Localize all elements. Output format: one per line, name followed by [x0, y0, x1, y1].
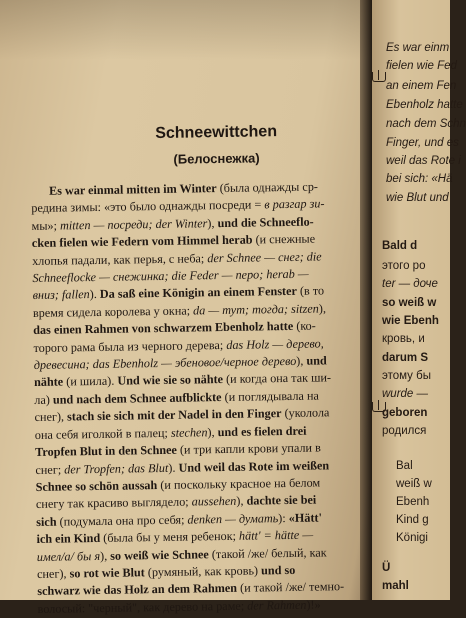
german-text: «Hätt'	[288, 510, 323, 525]
translation-text: (и шила).	[63, 374, 118, 389]
translation-text: ),	[99, 548, 111, 563]
gloss-text: der Schnee — снег; die	[207, 249, 322, 265]
german-text: so weiß wie Schnee	[110, 546, 209, 563]
right-page-line: родился	[382, 425, 427, 437]
right-page-line: nach dem Schn	[386, 118, 466, 130]
translation-text: ),	[318, 301, 327, 316]
right-page-line: wie Ebenh	[382, 315, 439, 327]
translation-text: снег),	[36, 566, 70, 581]
right-page-line: Bal	[396, 460, 413, 472]
gloss-text: das Holz — дерево,	[226, 336, 324, 352]
right-page-line: Es war einm	[386, 42, 450, 54]
right-page-line: wie Blut und	[386, 192, 449, 204]
gloss-text: der Tropfen; das Blut	[64, 460, 169, 477]
right-page-line: Kind g	[396, 514, 429, 526]
german-text: Es war einmal mitten im Winter	[48, 181, 217, 198]
german-text: Und wie sie so nähte	[117, 372, 224, 389]
translation-text: (и три капли крови упали в	[176, 440, 321, 457]
right-page-line: Ü	[382, 562, 391, 574]
story-text-block	[30, 120, 370, 618]
german-text: Da saß eine Königin an einem Fenster	[99, 284, 297, 302]
translation-text: ла)	[34, 392, 54, 407]
german-text: und	[306, 353, 327, 368]
gloss-text: stechen	[170, 424, 208, 440]
right-page-line: Ebenh	[396, 496, 430, 508]
right-page-line: an einem Fen	[386, 80, 457, 92]
german-text: schwarz wie das Holz an dem Rahmen	[37, 581, 238, 599]
gloss-text: denken — думать	[187, 510, 279, 527]
german-text: ich ein Kind	[36, 531, 101, 547]
translation-text: (и когда она так ши-	[222, 370, 332, 387]
gloss-text: der Rahmen	[247, 597, 307, 613]
translation-text: ).	[89, 287, 100, 302]
german-text: dachte sie bei	[246, 492, 317, 508]
gloss-text: имел/а/ бы я	[36, 548, 101, 564]
translation-text: (румяный, как кровь)	[144, 563, 262, 580]
right-page-line: Königi	[396, 532, 428, 544]
german-text: nähte	[33, 374, 64, 390]
translation-text: (и поглядывала на	[221, 388, 319, 404]
translation-text: ),	[207, 424, 218, 439]
right-page-line: этого ро	[382, 260, 426, 272]
translation-text: ):	[278, 510, 289, 525]
translation-text: (уколола	[281, 405, 330, 421]
right-page-line: darum S	[382, 352, 429, 364]
translation-text: (была бы у меня ребенок;	[100, 528, 240, 546]
right-page-line: Finger, und es	[386, 137, 459, 149]
story-subtitle: (Белоснежка)	[173, 150, 260, 167]
book-icon	[372, 402, 386, 412]
gloss-text: hätt' = hätte —	[238, 527, 314, 543]
translation-text: (и снежные	[252, 231, 316, 247]
gloss-text: da — тут; тогда; sitzen	[193, 301, 319, 318]
translation-text: (ко-	[293, 318, 316, 334]
german-text: Und weil das Rote im weißen	[178, 457, 330, 475]
right-page-line: Ebenholz hatte	[386, 99, 463, 111]
translation-text: снег;	[35, 462, 65, 477]
page-shadow	[0, 0, 372, 60]
gloss-text: в разгар зи-	[264, 196, 325, 212]
german-text: Schnee so schön aussah	[35, 477, 158, 494]
translation-text: (подумала она про себя;	[56, 512, 188, 529]
gloss-text: вниз; fallen	[32, 287, 90, 303]
right-page-line: кровь, и	[382, 333, 425, 345]
right-page-line: fielen wie Fed	[386, 60, 457, 72]
german-text: das einen Rahmen von schwarzem Ebenholz hatte	[33, 319, 294, 338]
translation-text: (в то	[296, 283, 325, 299]
translation-text: ).	[168, 460, 179, 475]
german-text: sich	[36, 514, 57, 529]
translation-text: она себя иголкой в палец;	[34, 425, 172, 442]
translation-text: снег),	[34, 409, 68, 425]
right-page-line: wurde —	[382, 388, 429, 400]
right-page-line: geboren	[382, 407, 428, 419]
right-page	[372, 0, 466, 600]
translation-text: время сидела королева у окна;	[32, 303, 194, 320]
german-text: Tropfen Blut in den Schnee	[35, 442, 177, 460]
gloss-text: aussehen	[191, 494, 237, 509]
translation-text: торого рама была из черного дерева;	[33, 337, 227, 355]
gloss-text: mitten — посреди; der Winter	[59, 216, 208, 233]
german-text: und es fielen drei	[217, 423, 307, 439]
german-text: cken fielen wie Federn vom Himmel herab	[31, 232, 253, 251]
translation-text: мы»;	[31, 218, 61, 233]
translation-text: (была однажды ср-	[216, 179, 319, 196]
translation-text: (и такой /же/ темно-	[236, 579, 345, 596]
story-title: Schneewittchen	[155, 123, 278, 143]
right-page-line: ter — доче	[382, 278, 438, 290]
translation-text: ),	[296, 353, 307, 368]
translation-text: (такой /же/ белый, как	[208, 544, 327, 561]
right-page-line: mahl	[382, 580, 409, 592]
right-page-line: so weiß w	[382, 297, 437, 309]
book-icon	[372, 72, 386, 82]
german-text: und nach dem Schnee aufblickte	[52, 389, 222, 407]
right-page-line: этому бы	[382, 370, 431, 382]
right-page-line: weil das Rote i	[386, 155, 461, 167]
german-text: so rot wie Blut	[69, 565, 145, 581]
translation-text: волосый: "черный", как дерево на раме;	[37, 598, 248, 616]
translation-text: (и поскольку красное на белом	[157, 475, 321, 492]
story-paragraph	[31, 178, 370, 618]
gloss-text: Schneeflocke — снежинка; die Feder — перо; herab —	[32, 266, 309, 286]
translation-text: снегу так красиво выглядело;	[35, 494, 192, 512]
translation-text: хлопья падали, как перья, с неба;	[32, 250, 208, 268]
translation-text: редина зимы: «это было однажды посреди =	[31, 197, 265, 216]
right-page-line: bei sich: «Hä	[386, 173, 453, 185]
german-text: und so	[260, 562, 296, 578]
translation-text: ),	[236, 493, 247, 509]
german-text: und die Schneeflo-	[217, 214, 314, 230]
right-page-line: Bald d	[382, 240, 418, 252]
translation-text: ),	[207, 215, 218, 231]
right-page-line: weiß w	[396, 478, 432, 490]
gloss-text: древесина; das Ebenholz — эбеновое/черное дерево	[33, 353, 297, 373]
translation-text: )!»	[306, 597, 321, 612]
german-text: stach sie sich mit der Nadel in den Finger	[66, 406, 282, 424]
